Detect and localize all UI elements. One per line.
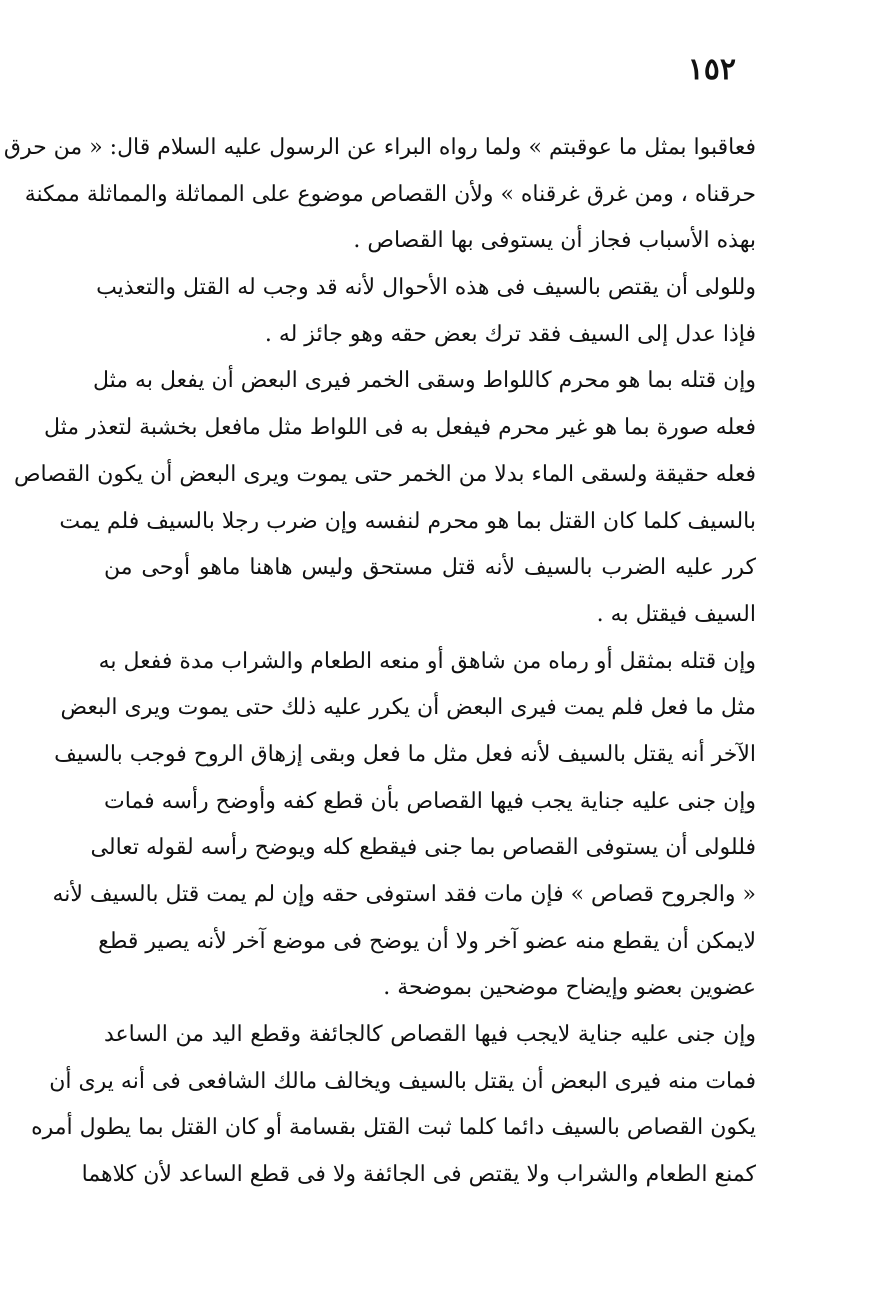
body-text: [3, 125, 756, 1199]
text-line: السيف فيقتل به .: [596, 601, 756, 627]
text-line: فإذا عدل إلى السيف فقد ترك بعض حقه وهو جائز له .: [264, 321, 756, 347]
text-line: وإن قتله بمثقل أو رماه من شاهق أو منعه الطعام والشراب مدة ففعل به: [98, 648, 756, 674]
page-number: ١٥٢: [687, 52, 736, 87]
text-line: حرقناه ، ومن غرق غرقناه » ولأن القصاص موضوع على المماثلة والمماثلة ممكنة: [24, 181, 756, 207]
text-line: بهذه الأسباب فجاز أن يستوفى بها القصاص .: [353, 228, 756, 254]
text-line: لايمكن أن يقطع منه عضو آخر ولا أن يوضح فى موضع آخر لأنه يصير قطع: [98, 928, 756, 954]
text-line: وإن قتله بما هو محرم كاللواط وسقى الخمر فيرى البعض أن يفعل به مثل: [92, 368, 756, 394]
text-line: كمنع الطعام والشراب ولا يقتص فى الجائفة ولا فى قطع الساعد لأن كلاهما: [81, 1162, 756, 1188]
text-line: وإن جنى عليه جناية لايجب فيها القصاص كالجائفة وقطع اليد من الساعد: [104, 1022, 756, 1048]
text-line: كرر عليه الضرب بالسيف لأنه قتل مستحق وليس هاهنا ماهو أوحى من: [104, 555, 756, 581]
text-line: بالسيف كلما كان القتل بما هو محرم لنفسه وإن ضرب رجلا بالسيف فلم يمت: [59, 508, 756, 534]
text-line: الآخر أنه يقتل بالسيف لأنه فعل مثل ما فعل وبقى إزهاق الروح فوجب بالسيف: [54, 741, 756, 767]
text-line: فعاقبوا بمثل ما عوقبتم » ولما رواه البراء عن الرسول عليه السلام قال: « من حرق: [3, 135, 756, 160]
text-line: فمات منه فيرى البعض أن يقتل بالسيف ويخالف مالك الشافعى فى أنه يرى أن: [49, 1068, 756, 1094]
text-line: « والجروح قصاص » فإن مات فقد استوفى حقه وإن لم يمت قتل بالسيف لأنه: [52, 882, 756, 907]
text-line: وللولى أن يقتص بالسيف فى هذه الأحوال لأنه قد وجب له القتل والتعذيب: [96, 275, 756, 301]
text-line: مثل ما فعل فلم يمت فيرى البعض أن يكرر عليه ذلك حتى يموت ويرى البعض: [60, 695, 756, 721]
text-line: فعله حقيقة ولسقى الماء بدلا من الخمر حتى يموت ويرى البعض أن يكون القصاص: [13, 461, 756, 487]
text-line: وإن جنى عليه جناية يجب فيها القصاص بأن قطع كفه وأوضح رأسه فمات: [104, 788, 756, 814]
text-line: فعله صورة بما هو غير محرم فيفعل به فى اللواط مثل مافعل بخشبة لتعذر مثل: [43, 415, 756, 441]
text-line: عضوين بعضو وإيضاح موضحين بموضحة .: [383, 975, 756, 1001]
text-line: يكون القصاص بالسيف دائما كلما ثبت القتل بقسامة أو كان القتل بما يطول أمره: [31, 1115, 756, 1141]
text-line: فللولى أن يستوفى القصاص بما جنى فيقطع كله ويوضح رأسه لقوله تعالى: [90, 835, 756, 861]
